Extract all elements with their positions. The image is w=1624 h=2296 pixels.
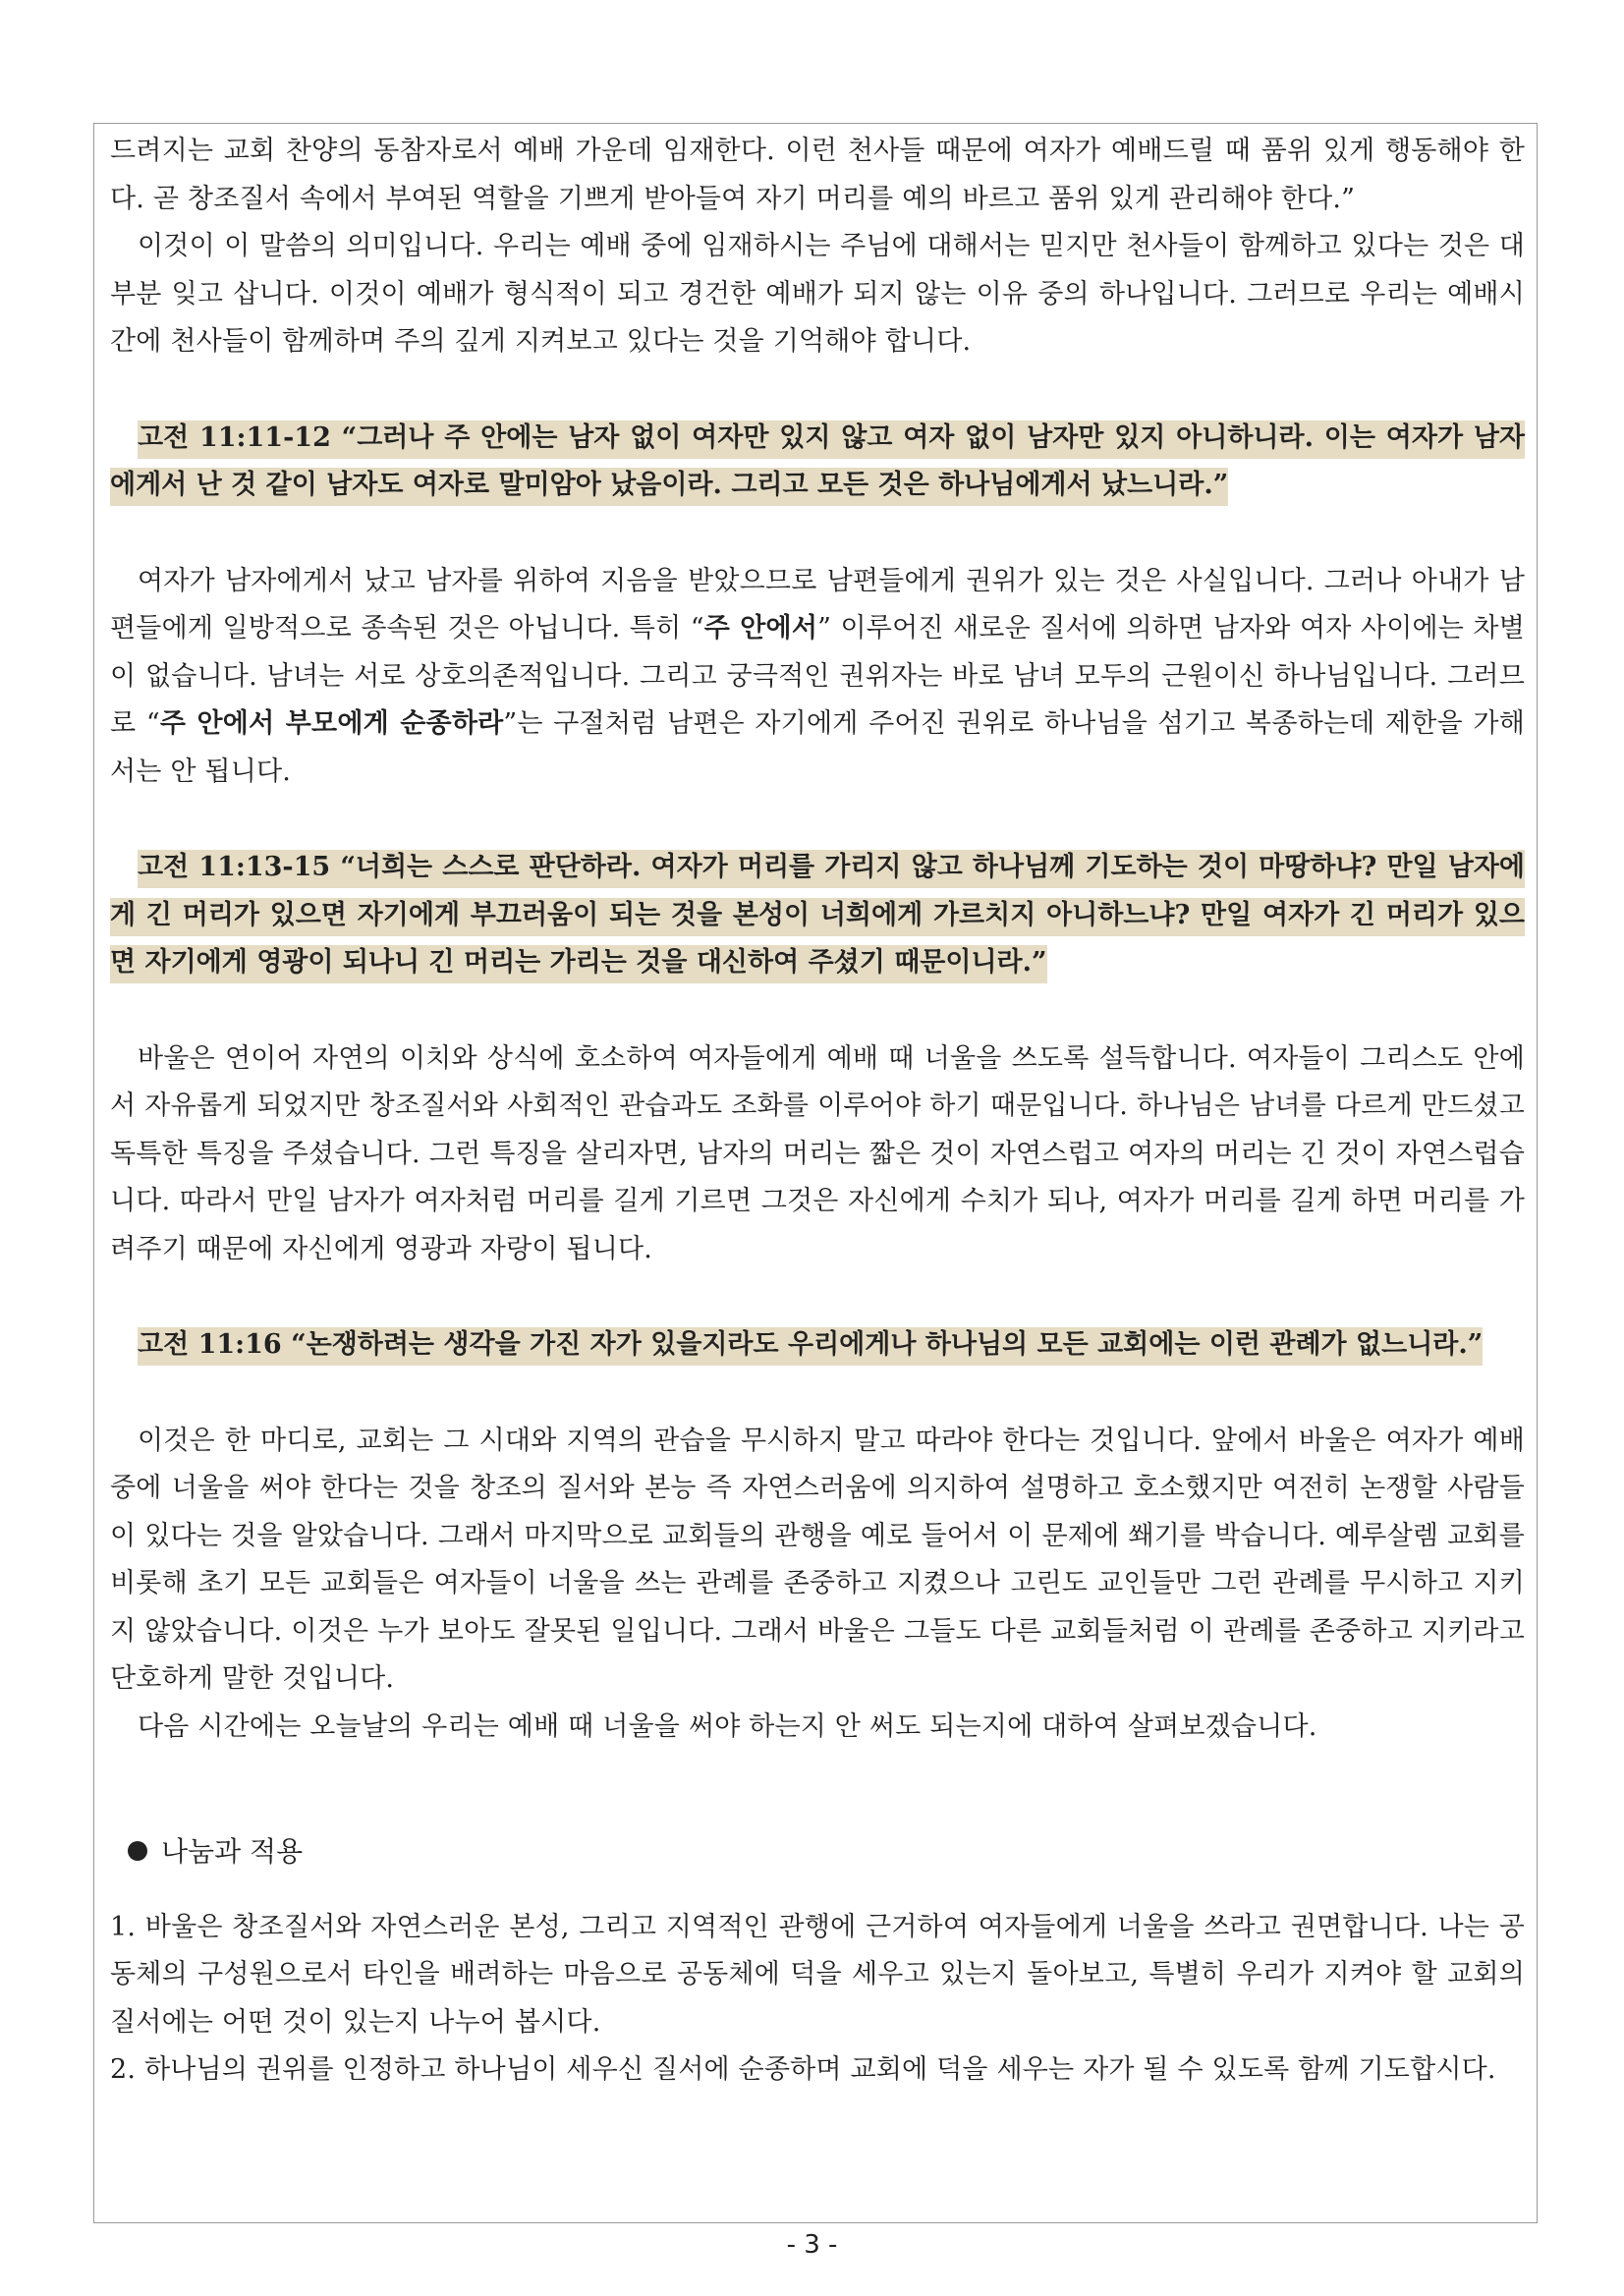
paragraph-church-custom: 이것은 한 마디로, 교회는 그 시대와 지역의 관습을 무시하지 말고 따라야 한다는 것입니다. 앞에서 바울은 여자가 예배 중에 너울을 써야 한다는 것을 창조의 질서와 본능 즉 자연스러움에 의지하여 설명하고 호소했지만 여전히 논쟁할 사람들이 있다는 것을 알았습니다. 그래서 마지막으로 교회들의 관행을 예로 들어서 이 문제에 쐐기를 박습니다. 예루살렘 교회를 비롯해 초기 모든 교회들은 여자들이 너울을 쓰는 관례를 존중하고 지켰으나 고린도 교인들만 그런 관례를 무시하고 지키지 않았습니다. 이것은 누가 보아도 잘못된 일입니다. 그래서 바울은 그들도 다른 교회들처럼 이 관례를 존중하고 지키라고 단호하게 말한 것입니다.: [110, 1425, 1525, 1694]
bullet-icon: [128, 1841, 147, 1861]
quote-highlight: 고전 11:13-15 “너희는 스스로 판단하라. 여자가 머리를 가리지 않고 하나님께 기도하는 것이 마땅하냐? 만일 남자에게 긴 머리가 있으면 자기에게 부끄러움이 되는 것을 본성이 너희에게 가르치지 아니하느냐? 만일 여자가 긴 머리가 있으면 자기에게 영광이 되나니 긴 머리는 가리는 것을 대신하여 주셨기 때문이니라.”: [110, 850, 1525, 983]
paragraph-mutual-dependence: 여자가 남자에게서 났고 남자를 위하여 지음을 받았으므로 남편들에게 권위가 있는 것은 사실입니다. 그러나 아내가 남편들에게 일방적으로 종속된 것은 아닙니다. 특히 “주 안에서” 이루어진 새로운 질서에 의하면 남자와 여자 사이에는 차별이 없습니다. 남녀는 서로 상호의존적입니다. 그리고 궁극적인 권위자는 바로 남녀 모두의 근원이신 하나님입니다. 그러므로 “주 안에서 부모에게 순종하라”는 구절처럼 남편은 자기에게 주어진 권위로 하나님을 섬기고 복종하는데 제한을 가해서는 안 됩니다.: [110, 565, 1525, 787]
quote-highlight: 고전 11:16 “논쟁하려는 생각을 가진 자가 있을지라도 우리에게나 하나님의 모든 교회에는 이런 관례가 없느니라.”: [138, 1327, 1483, 1366]
page-body: [110, 128, 1525, 2095]
sharing-item-1: 1. 바울은 창조질서와 자연스러운 본성, 그리고 지역적인 관행에 근거하여 여자들에게 너울을 쓰라고 권면합니다. 나는 공동체의 구성원으로서 타인을 배려하는 마음으로 공동체에 덕을 세우고 있는지 돌아보고, 특별히 우리가 지켜야 할 교회의 질서에는 어떤 것이 있는지 나누어 봅시다.: [110, 1911, 1525, 2038]
emphasis-in-the-lord: 주 안에서: [703, 613, 818, 644]
quote-highlight: 고전 11:11-12 “그러나 주 안에는 남자 없이 여자만 있지 않고 여자 없이 남자만 있지 아니하니라. 이는 여자가 남자에게서 난 것 같이 남자도 여자로 말미암아 났음이라. 그리고 모든 것은 하나님에게서 났느니라.”: [110, 420, 1525, 507]
scripture-quote-11-12: [110, 415, 1525, 510]
sharing-heading: 나눔과 적용: [110, 1828, 1525, 1876]
paragraph-nature-appeal: 바울은 연이어 자연의 이치와 상식에 호소하여 여자들에게 예배 때 너울을 쓰도록 설득합니다. 여자들이 그리스도 안에서 자유롭게 되었지만 창조질서와 사회적인 관습과도 조화를 이루어야 하기 때문입니다. 하나님은 남녀를 다르게 만드셨고 독특한 특징을 주셨습니다. 그런 특징을 살리자면, 남자의 머리는 짧은 것이 자연스럽고 여자의 머리는 긴 것이 자연스럽습니다. 따라서 만일 남자가 여자처럼 머리를 길게 기르면 그것은 자신에게 수치가 되나, 여자가 머리를 길게 하면 머리를 가려주기 때문에 자신에게 영광과 자랑이 됩니다.: [110, 1042, 1525, 1264]
page-number: - 3 -: [786, 2230, 838, 2260]
sharing-item-2: 2. 하나님의 권위를 인정하고 하나님이 세우신 질서에 순종하며 교회에 덕을 세우는 자가 될 수 있도록 함께 기도합시다.: [110, 2054, 1496, 2085]
scripture-quote-13-15: [110, 844, 1525, 987]
paragraph-angels-meaning: 이것이 이 말씀의 의미입니다. 우리는 예배 중에 임재하시는 주님에 대해서는 믿지만 천사들이 함께하고 있다는 것은 대부분 잊고 삽니다. 이것이 예배가 형식적이 되고 경건한 예배가 되지 않는 이유 중의 하나입니다. 그러므로 우리는 예배시간에 천사들이 함께하며 주의 깊게 지켜보고 있다는 것을 기억해야 합니다.: [110, 231, 1525, 357]
emphasis-obey-parents: 주 안에서 부모에게 순종하라: [159, 708, 504, 739]
paragraph-next-time: 다음 시간에는 오늘날의 우리는 예배 때 너울을 써야 하는지 안 써도 되는지에 대하여 살펴보겠습니다.: [138, 1710, 1317, 1742]
paragraph-continuation: 드려지는 교회 찬양의 동참자로서 예배 가운데 임재한다. 이런 천사들 때문에 여자가 예배드릴 때 품위 있게 행동해야 한다. 곧 창조질서 속에서 부여된 역할을 기쁘게 받아들여 자기 머리를 예의 바르고 품위 있게 관리해야 한다.”: [110, 136, 1525, 214]
scripture-quote-16: [110, 1321, 1525, 1370]
